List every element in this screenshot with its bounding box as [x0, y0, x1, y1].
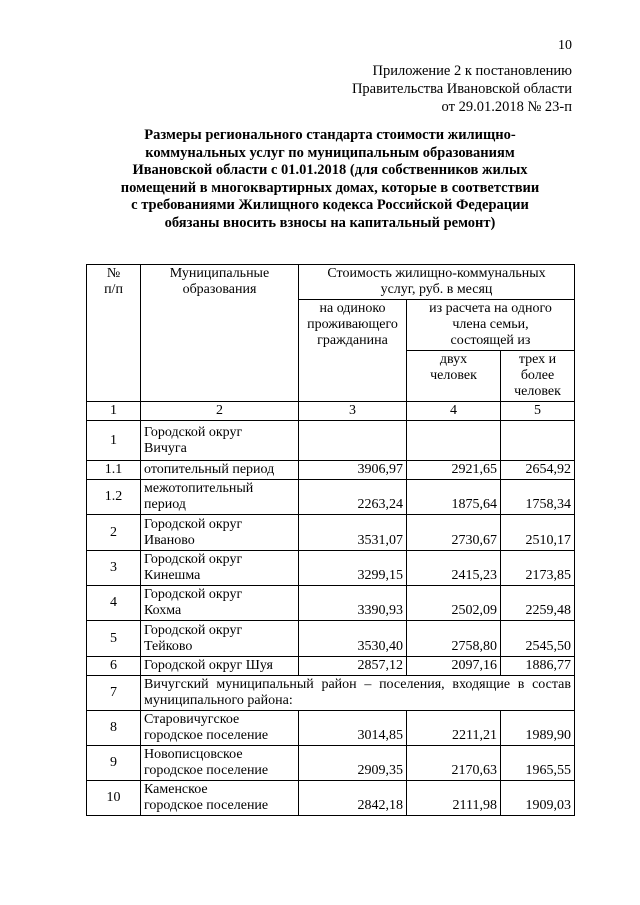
municipality-name-line: Тейково — [144, 638, 193, 654]
cost-three-persons: 1989,90 — [501, 711, 575, 746]
municipality-name-line: Городской округ — [144, 516, 243, 532]
header-two-persons: двух человек — [407, 351, 501, 402]
row-number: 2 — [87, 515, 141, 551]
cost-three-persons — [501, 421, 575, 461]
municipality-name — [141, 781, 299, 816]
title-line: помещений в многоквартирных домах, которые в соответствии — [120, 179, 540, 196]
cost-single-resident — [299, 421, 407, 461]
header-per-family-member: из расчета на одного члена семьи, состоящей из — [407, 300, 575, 351]
municipality-name — [141, 746, 299, 781]
municipality-name-line: городское поселение — [144, 798, 269, 813]
column-number-row — [87, 402, 575, 421]
table-row — [87, 676, 575, 711]
appendix-note — [352, 62, 572, 116]
cost-two-persons: 2502,09 — [407, 586, 501, 621]
municipality-name — [141, 657, 299, 676]
cost-two-persons: 2921,65 — [407, 461, 501, 480]
table-row — [87, 480, 575, 515]
row-number: 9 — [87, 746, 141, 781]
title-line: коммунальных услуг по муниципальным образованиям — [145, 144, 515, 161]
municipality-name-line: Городской округ — [144, 424, 243, 440]
municipality-name — [141, 621, 299, 657]
cost-three-persons: 2259,48 — [501, 586, 575, 621]
column-number: 4 — [407, 402, 501, 421]
title-line: с требованиями Жилищного кодекса Российской Федерации — [131, 197, 529, 213]
cost-two-persons: 2758,80 — [407, 621, 501, 657]
appendix-line: Приложение 2 к постановлению — [372, 63, 572, 79]
cost-two-persons: 2415,23 — [407, 551, 501, 586]
cost-three-persons: 1965,55 — [501, 746, 575, 781]
cost-single-resident: 3299,15 — [299, 551, 407, 586]
rates-table — [86, 264, 575, 816]
municipality-name-line: Городской округ — [144, 622, 243, 638]
title-line: Ивановской области с 01.01.2018 (для собственников жилых — [132, 162, 528, 178]
table-row — [87, 657, 575, 676]
municipality-name — [141, 480, 299, 515]
municipality-name — [141, 421, 299, 461]
municipality-name-line: Кинешма — [144, 568, 201, 583]
row-number: 10 — [87, 781, 141, 816]
table-row — [87, 746, 575, 781]
row-number: 6 — [87, 657, 141, 676]
row-number: 1.2 — [87, 480, 141, 515]
municipality-name-line: отопительный период — [144, 462, 275, 477]
table-row — [87, 461, 575, 480]
cost-two-persons: 2170,63 — [407, 746, 501, 781]
column-number: 2 — [141, 402, 299, 421]
municipality-name-line: Вичуга — [144, 440, 187, 456]
row-number: 1 — [87, 421, 141, 461]
cost-single-resident: 2842,18 — [299, 781, 407, 816]
cost-three-persons: 2545,50 — [501, 621, 575, 657]
row-number: 4 — [87, 586, 141, 621]
header-three-persons: трех и более человек — [501, 351, 575, 402]
municipality-name-line: городское поселение — [144, 728, 269, 743]
cost-two-persons: 1875,64 — [407, 480, 501, 515]
cost-single-resident: 2909,35 — [299, 746, 407, 781]
appendix-line: от 29.01.2018 № 23-п — [441, 99, 572, 115]
table-row — [87, 551, 575, 586]
cost-two-persons — [407, 421, 501, 461]
cost-single-resident: 3531,07 — [299, 515, 407, 551]
district-heading: Вичугский муниципальный район – поселения, входящие в состав муниципального района: — [141, 676, 575, 711]
column-number: 5 — [501, 402, 575, 421]
municipality-name-line: Городской округ — [144, 552, 243, 567]
municipality-name-line: городское поселение — [144, 763, 269, 778]
municipality-name — [141, 515, 299, 551]
header-number: № п/п — [87, 265, 141, 402]
header-row — [87, 265, 575, 300]
cost-three-persons: 1886,77 — [501, 657, 575, 676]
municipality-name — [141, 711, 299, 746]
municipality-name-line: Городской округ — [144, 587, 243, 602]
cost-two-persons: 2111,98 — [407, 781, 501, 816]
row-number: 3 — [87, 551, 141, 586]
municipality-name-line: Старовичугское — [144, 712, 240, 727]
cost-single-resident: 3014,85 — [299, 711, 407, 746]
table-row — [87, 586, 575, 621]
cost-single-resident: 2263,24 — [299, 480, 407, 515]
title-line: Размеры регионального стандарта стоимости жилищно- — [144, 127, 516, 143]
cost-two-persons: 2730,67 — [407, 515, 501, 551]
cost-single-resident: 2857,12 — [299, 657, 407, 676]
municipality-name — [141, 551, 299, 586]
municipality-name — [141, 461, 299, 480]
municipality-name-line: межотопительный — [144, 481, 254, 496]
cost-single-resident: 3530,40 — [299, 621, 407, 657]
page-number: 10 — [558, 38, 572, 53]
cost-three-persons: 1758,34 — [501, 480, 575, 515]
cost-two-persons: 2097,16 — [407, 657, 501, 676]
table-row — [87, 421, 575, 461]
municipality-name-line: Иваново — [144, 532, 195, 548]
table-row — [87, 781, 575, 816]
appendix-line: Правительства Ивановской области — [351, 81, 572, 97]
municipality-name-line: Кохма — [144, 603, 182, 618]
column-number: 3 — [299, 402, 407, 421]
table-row — [87, 711, 575, 746]
row-number: 7 — [87, 676, 141, 711]
header-single-resident: на одиноко проживающего гражданина — [299, 300, 407, 402]
municipality-name-line: Каменское — [144, 782, 208, 797]
document-title — [110, 127, 550, 232]
row-number: 5 — [87, 621, 141, 657]
cost-single-resident: 3906,97 — [299, 461, 407, 480]
municipality-name-line: Городской округ Шуя — [144, 658, 273, 673]
municipality-name — [141, 586, 299, 621]
row-number: 8 — [87, 711, 141, 746]
cost-three-persons: 2654,92 — [501, 461, 575, 480]
title-line: обязаны вносить взносы на капитальный ремонт) — [164, 214, 496, 231]
cost-three-persons: 2173,85 — [501, 551, 575, 586]
table-row — [87, 515, 575, 551]
header-municipality: Муниципальные образования — [141, 265, 299, 402]
table-row — [87, 621, 575, 657]
municipality-name-line: Новописцовское — [144, 747, 243, 762]
cost-single-resident: 3390,93 — [299, 586, 407, 621]
cost-three-persons: 2510,17 — [501, 515, 575, 551]
cost-two-persons: 2211,21 — [407, 711, 501, 746]
municipality-name-line: период — [144, 497, 186, 512]
row-number: 1.1 — [87, 461, 141, 480]
header-cost: Стоимость жилищно-коммунальных услуг, руб. в месяц — [299, 265, 575, 300]
column-number: 1 — [87, 402, 141, 421]
cost-three-persons: 1909,03 — [501, 781, 575, 816]
